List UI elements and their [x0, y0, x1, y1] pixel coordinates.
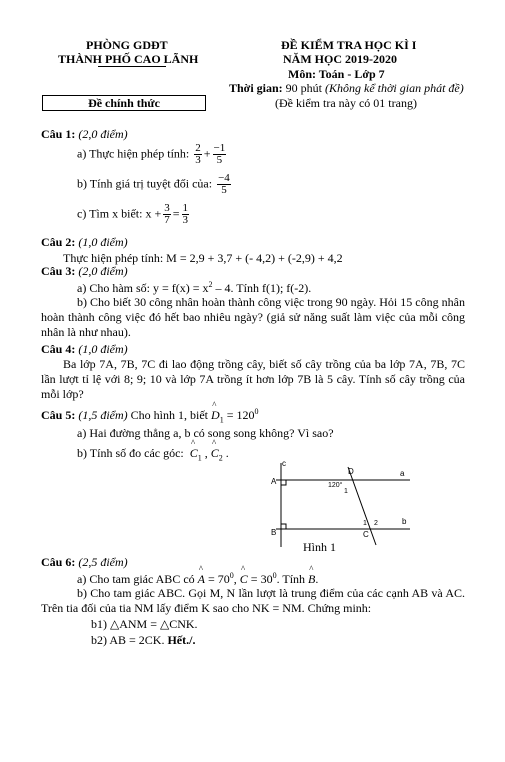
fig-label-C: C: [363, 530, 369, 539]
q6a-angle-a: ^ A: [198, 572, 205, 587]
q6a-end: .: [315, 572, 319, 586]
official-label: Đề chính thức: [42, 95, 206, 111]
fig-label-A: A: [271, 477, 277, 486]
q5b-text: b) Tính số đo các góc:: [77, 446, 184, 460]
header-underline: [98, 66, 166, 67]
q3-heading: [41, 264, 128, 279]
q5b-s1: 1: [197, 453, 202, 463]
fig-label-angle: 120°: [328, 482, 343, 489]
q4-heading: [41, 342, 128, 357]
q1c-x: x +: [145, 206, 162, 221]
q6a-eq2: = 30: [247, 572, 273, 586]
q6-b2: [91, 633, 195, 648]
dept-name: PHÒNG GDĐT: [86, 38, 168, 52]
q6a-angle-b: ^ B: [308, 572, 315, 587]
q1c-text: c) Tìm x biết:: [77, 206, 143, 221]
exam-title: ĐỀ KIỂM TRA HỌC KÌ I: [281, 38, 417, 52]
q1b: [77, 173, 233, 196]
q6a-sup2: 0: [272, 571, 277, 580]
q1-heading: [41, 127, 128, 142]
fig-label-b: b: [402, 517, 407, 526]
q5b-end: .: [222, 446, 229, 460]
q5-angle-sub: 1: [219, 415, 224, 425]
subject: Môn: Toán - Lớp 7: [288, 67, 385, 81]
q2-heading: [41, 235, 128, 250]
q3-points: (2,0 điểm): [75, 264, 128, 278]
time-note: (Không kể thời gian phát đề): [325, 81, 464, 95]
q6b-text: b) Cho tam giác ABC. Gọi M, N lần lượt là trung điểm của các cạnh AB và AC. Trên tia đối của tia NM lấy điểm K sao cho NK = NM. Chứng minh:: [41, 586, 465, 615]
q5-angle-d: ^ D: [211, 408, 220, 423]
time-label: Thời gian:: [229, 81, 283, 95]
q1a-frac1: $\frac{2}{3}$: [195, 142, 201, 166]
right-angle-b: [281, 524, 286, 529]
q1c: [77, 203, 191, 226]
q4-points: (1,0 điểm): [75, 342, 128, 356]
time-line: [229, 81, 464, 96]
q5b-c2: ^ C: [211, 446, 219, 461]
q5b: [77, 446, 229, 462]
transversal: [348, 467, 376, 545]
pages-note: (Đề kiểm tra này có 01 trang): [275, 96, 417, 110]
q1b-frac: $\frac{-4}{5}$: [218, 172, 230, 196]
q6-heading: [41, 555, 128, 570]
fig-label-d: D: [348, 467, 354, 476]
q6-points: (2,5 điểm): [75, 555, 128, 569]
q4-text: Ba lớp 7A, 7B, 7C đi lao động trồng cây, biết số cây trồng của ba lớp 7A, 7B, 7C lần lượt tỉ lệ với 8; 9; 10 và lớp 7A trồng ít hơn lớp 7B là 5 cây. Tính số cây trồng của mỗi lớp?: [41, 357, 465, 401]
q6a: [77, 571, 318, 587]
q5-heading: [41, 407, 258, 424]
q1c-eq: =: [172, 206, 180, 221]
q1c-frac1: $\frac{3}{7}$: [164, 202, 170, 226]
q1a-op: +: [203, 146, 211, 161]
q5-points: (1,5 điểm): [75, 408, 128, 422]
q6-b2-text: b2) AB = 2CK.: [91, 633, 165, 647]
q5-label: Câu 5:: [41, 408, 76, 422]
time-value: 90 phút: [282, 81, 326, 95]
fig-label-1-bottom: 1: [363, 520, 367, 527]
q3a-pre: a) Cho hàm số: y = f(x) = x: [77, 281, 209, 295]
q5b-c1: ^ C: [190, 446, 198, 461]
fig-label-c: c: [282, 459, 286, 468]
q4-label: Câu 4:: [41, 342, 76, 356]
q5-angle-eq: = 120: [223, 408, 255, 422]
q6-b1: b1) △ANM = △CNK.: [91, 617, 198, 631]
q2-points: (1,0 điểm): [75, 235, 128, 249]
q1-points: (2,0 điểm): [75, 127, 128, 141]
q5-angle-sup: 0: [254, 407, 259, 416]
q5b-comma: ,: [201, 446, 211, 460]
q5a-text: a) Hai đường thẳng a, b có song song không? Vì sao?: [77, 426, 334, 440]
q6a-comma: ,: [233, 572, 240, 586]
q2-text: Thực hiện phép tính: M = 2,9 + 3,7 + (- 4,2) + (-2,9) + 4,2: [63, 251, 343, 265]
q1-label: Câu 1:: [41, 127, 76, 141]
q1a-frac2: $\frac{-1}{5}$: [213, 142, 226, 166]
fig-label-1-top: 1: [344, 488, 348, 495]
q6a-pre: a) Cho tam giác ABC có: [77, 572, 198, 586]
q6a-mid: . Tính: [276, 572, 309, 586]
q6a-angle-c: ^ C: [240, 572, 248, 587]
school-year: NĂM HỌC 2019-2020: [283, 52, 397, 66]
q1c-frac2: $\frac{1}{3}$: [182, 202, 188, 226]
right-angle-a: [281, 480, 286, 485]
figure-caption: Hình 1: [303, 540, 336, 554]
fig-label-2: 2: [374, 520, 378, 527]
q6-label: Câu 6:: [41, 555, 76, 569]
q1a: [77, 143, 228, 166]
q3-label: Câu 3:: [41, 264, 76, 278]
q1a-text: a) Thực hiện phép tính:: [77, 146, 190, 161]
q6a-eq1: = 70: [205, 572, 230, 586]
city-name: THÀNH PHỐ CAO LÃNH: [58, 52, 199, 66]
q3b-text: b) Cho biết 30 công nhân hoàn thành công việc trong 90 ngày. Hỏi 15 công nhân hoàn thành công việc đó hết bao nhiêu ngày? (giả sử năng suất làm việc của mỗi công nhân là như nhau).: [41, 295, 465, 339]
q2-label: Câu 2:: [41, 235, 76, 249]
q3a-sup: 2: [208, 280, 213, 289]
q3a: [77, 280, 311, 296]
q6-end: Hết./.: [164, 633, 196, 647]
q5b-s2: 2: [218, 453, 223, 463]
q5-intro: Cho hình 1, biết: [127, 408, 212, 422]
q1b-text: b) Tính giá trị tuyệt đối của:: [77, 176, 213, 191]
q3a-post: – 4. Tính f(1); f(-2).: [212, 281, 312, 295]
fig-label-B: B: [271, 528, 277, 537]
q6a-sup1: 0: [229, 571, 234, 580]
fig-label-a: a: [400, 469, 405, 478]
